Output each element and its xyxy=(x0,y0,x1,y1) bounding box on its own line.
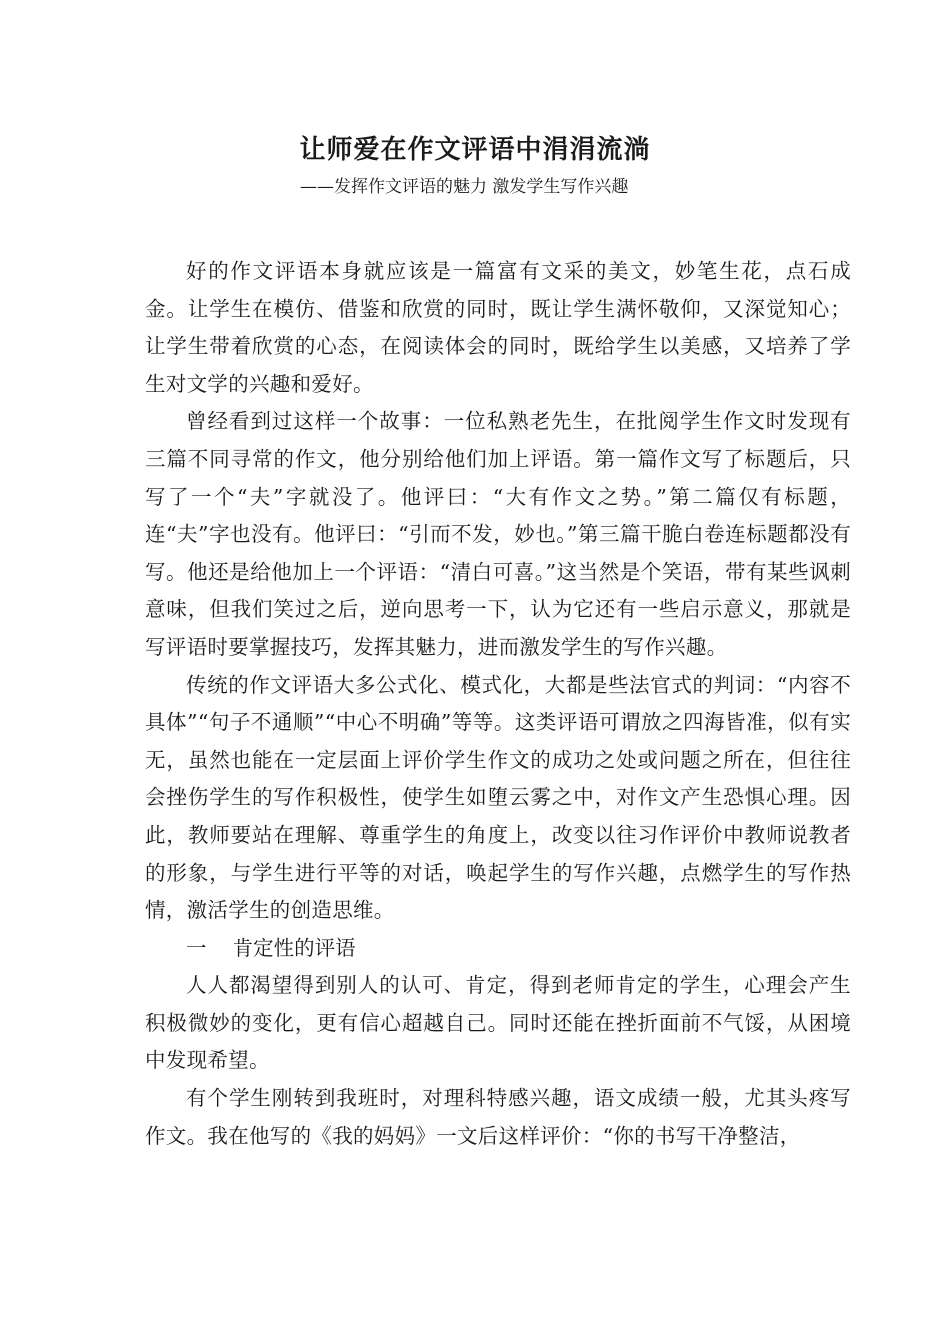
paragraph-intro: 好的作文评语本身就应该是一篇富有文采的美文，妙笔生花，点石成金。让学生在模仿、借鉴和欣赏的同时，既让学生满怀敬仰，又深觉知心；让学生带着欣赏的心态，在阅读体会的同时，既给学生以美感，又培养了学生对文学的兴趣和爱好。 xyxy=(145,259,851,396)
document-title: 让师爱在作文评语中涓涓流淌 xyxy=(299,135,651,165)
paragraph-traditional: 传统的作文评语大多公式化、模式化，大都是些法官式的判词：“内容不具体”“句子不通顺”“中心不明确”等等。这类评语可谓放之四海皆准，似有实无，虽然也能在一定层面上评价学生作文的成功之处或问题之所在，但往往会挫伤学生的写作积极性，使学生如堕云雾之中，对作文产生恐惧心理。因此，教师要站在理解、尊重学生的角度上，改变以往习作评价中教师说教者的形象，与学生进行平等的对话，唤起学生的写作兴趣，点燃学生的写作热情，激活学生的创造思维。 xyxy=(145,672,851,923)
section-heading: 一 肯定性的评语 xyxy=(186,935,356,960)
paragraph-story: 曾经看到过这样一个故事：一位私熟老先生，在批阅学生作文时发现有三篇不同寻常的作文，他分别给他们加上评语。第一篇作文写了标题后，只写了一个“夫”字就没了。他评曰：“大有作文之势。”第二篇仅有标题，连“夫”字也没有。他评曰：“引而不发，妙也。”第三篇干脆白卷连标题都没有写。他还是给他加上一个评语：“清白可喜。”这当然是个笑语，带有某些讽刺意味，但我们笑过之后，逆向思考一下，认为它还有一些启示意义，那就是写评语时要掌握技巧，发挥其魅力，进而激发学生的写作兴趣。 xyxy=(145,409,851,659)
document-subtitle: ——发挥作文评语的魅力 激发学生写作兴趣 xyxy=(300,177,629,197)
paragraph-example: 有个学生刚转到我班时，对理科特感兴趣，语文成绩一般，尤其头疼写作文。我在他写的《我的妈妈》一文后这样评价：“你的书写干净整洁， xyxy=(145,1086,851,1148)
document-body xyxy=(145,253,851,1155)
paragraph-affirmation: 人人都渴望得到别人的认可、肯定，得到老师肯定的学生，心理会产生积极微妙的变化，更有信心超越自己。同时还能在挫折面前不气馁，从困境中发现希望。 xyxy=(145,973,851,1073)
